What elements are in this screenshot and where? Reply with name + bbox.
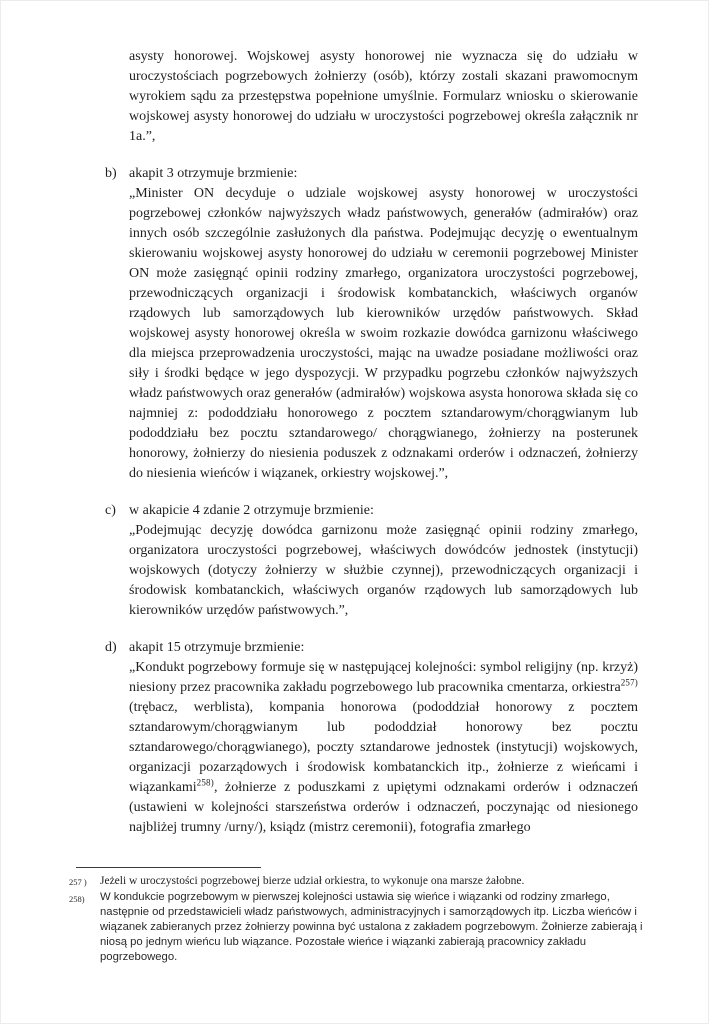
list-item-c — [105, 501, 638, 621]
footnote-257-text: Jeżeli w uroczystości pogrzebowej bierze udział orkiestra, to wykonuje ona marsze żałobne. — [100, 875, 525, 887]
intro-paragraph: asysty honorowej. Wojskowej asysty honorowej nie wyznacza się do udziału w uroczystościach pogrzebowych żołnierzy (osób), którzy zostali skazani prawomocnym wyrokiem sądu za przestępstwa popełnione umyślnie. Formularz wniosku o skierowanie wojskowej asysty honorowej do udziału w uroczystości pogrzebowej określa załącznik nr 1a.”, — [129, 49, 638, 144]
item-b-quote: „Minister ON decyduje o udziale wojskowej asysty honorowej w uroczystości pogrzebowej członków najwyższych władz państwowych, generałów (admirałów) oraz innych osób szczególnie zasłużonych dla państwa. Podejmując decyzję o ewentualnym skierowaniu wojskowej asysty honorowej do udziału w ceremonii pogrzebowej Minister ON może zasięgnąć opinii rodziny zmarłego, organizatora uroczystości pogrzebowej, przewodniczących organizacji i środowisk kombatanckich, właściwych organów rządowych lub samorządowych lub kierowników urzędów państwowych. Skład wojskowej asysty honorowej określa w swoim rozkazie dowódca garnizonu właściwego dla miejsca przeprowadzenia uroczystości, mając na uwadze posiadane możliwości oraz siły i środki będące w jego dyspozycji. W przypadku pogrzebu członków najwyższych władz państwowych oraz generałów (admirałów) wojskowa asysta honorowa składa się co najmniej z: pododdziału honorowego z pocztem sztandarowym/chorągwianym lub pododdziału bez pocztu sztandarowego/ chorągwianego, żołnierzy na posterunek honorowy, żołnierzy do niesienia poduszek z odznakami orderów i odznaczeń, żołnierzy do niesienia wieńców i wiązanek, orkiestry wojskowej.”, — [129, 186, 638, 481]
list-item-b — [105, 164, 638, 484]
item-d-quote-part1: „Kondukt pogrzebowy formuje się w następującej kolejności: symbol religijny (np. krzyż) niesiony przez pracownika zakładu pogrzebowego lub pracownika cmentarza, orkiestra — [129, 660, 638, 695]
footnote-257-marker: 257 ) — [69, 877, 87, 887]
item-d-quote-part2: (trębacz, werblista), kompania honorowa (pododdział honorowy z pocztem sztandarowym/chorągwianym lub pododdział honorowy bez pocztu sztandarowego/chorągwianego), poczty sztandarowe jednostek (instytucji) wojskowych, organizacji pozarządowych i środowisk kombatanckich itp., żołnierze z wieńcami i wiązankami — [129, 700, 638, 795]
item-d-quote-part3: , żołnierze z poduszkami z upiętymi odznakami orderów i odznaczeń (ustawieni w kolejności starszeństwa orderów i odznaczeń, poczynając od niesionego najbliżej trumny /urny/), ksiądz (mistrz ceremonii), fotografia zmarłego — [129, 780, 638, 835]
item-c-label: c) — [105, 503, 116, 518]
footnote-258 — [69, 890, 644, 965]
footnote-258-marker: 258) — [69, 894, 85, 904]
footnote-separator — [76, 867, 261, 868]
footnote-ref-257: 257) — [620, 677, 638, 688]
list-item-d — [105, 638, 638, 838]
item-c-quote: „Podejmując decyzję dowódca garnizonu może zasięgnąć opinii rodziny zmarłego, organizatora uroczystości pogrzebowej, właściwych dowódców jednostek (instytucji) wojskowych (dotyczy żołnierzy w służbie czynnej), przewodniczących organizacji i środowisk kombatanckich, właściwych organów rządowych lub samorządowych lub kierowników urzędów państwowych.”, — [129, 523, 638, 618]
item-c-heading: w akapicie 4 zdanie 2 otrzymuje brzmienie: — [129, 503, 374, 518]
footnote-258-text: W kondukcie pogrzebowym w pierwszej kolejności ustawia się wieńce i wiązanki od rodziny zmarłego, następnie od przedstawicieli władz państwowych, administracyjnych i samorządowych itp. Liczba wieńców i wiązanek zabieranych przez żołnierzy powinna być ustalona z zakładem pogrzebowym. Żołnierze zabierają i niosą po jednym wieńcu lub wiązance. Pozostałe wieńce i wiązanki zabierają pracownicy zakładu pogrzebowego. — [100, 891, 643, 963]
footnotes-section — [69, 874, 644, 965]
item-b-label: b) — [105, 166, 117, 181]
footnote-ref-258: 258) — [196, 777, 214, 788]
document-body — [105, 47, 638, 838]
footnote-257 — [69, 874, 644, 889]
item-d-quote — [129, 658, 638, 838]
item-d-label: d) — [105, 640, 117, 655]
item-d-heading: akapit 15 otrzymuje brzmienie: — [129, 640, 305, 655]
item-b-heading: akapit 3 otrzymuje brzmienie: — [129, 166, 298, 181]
